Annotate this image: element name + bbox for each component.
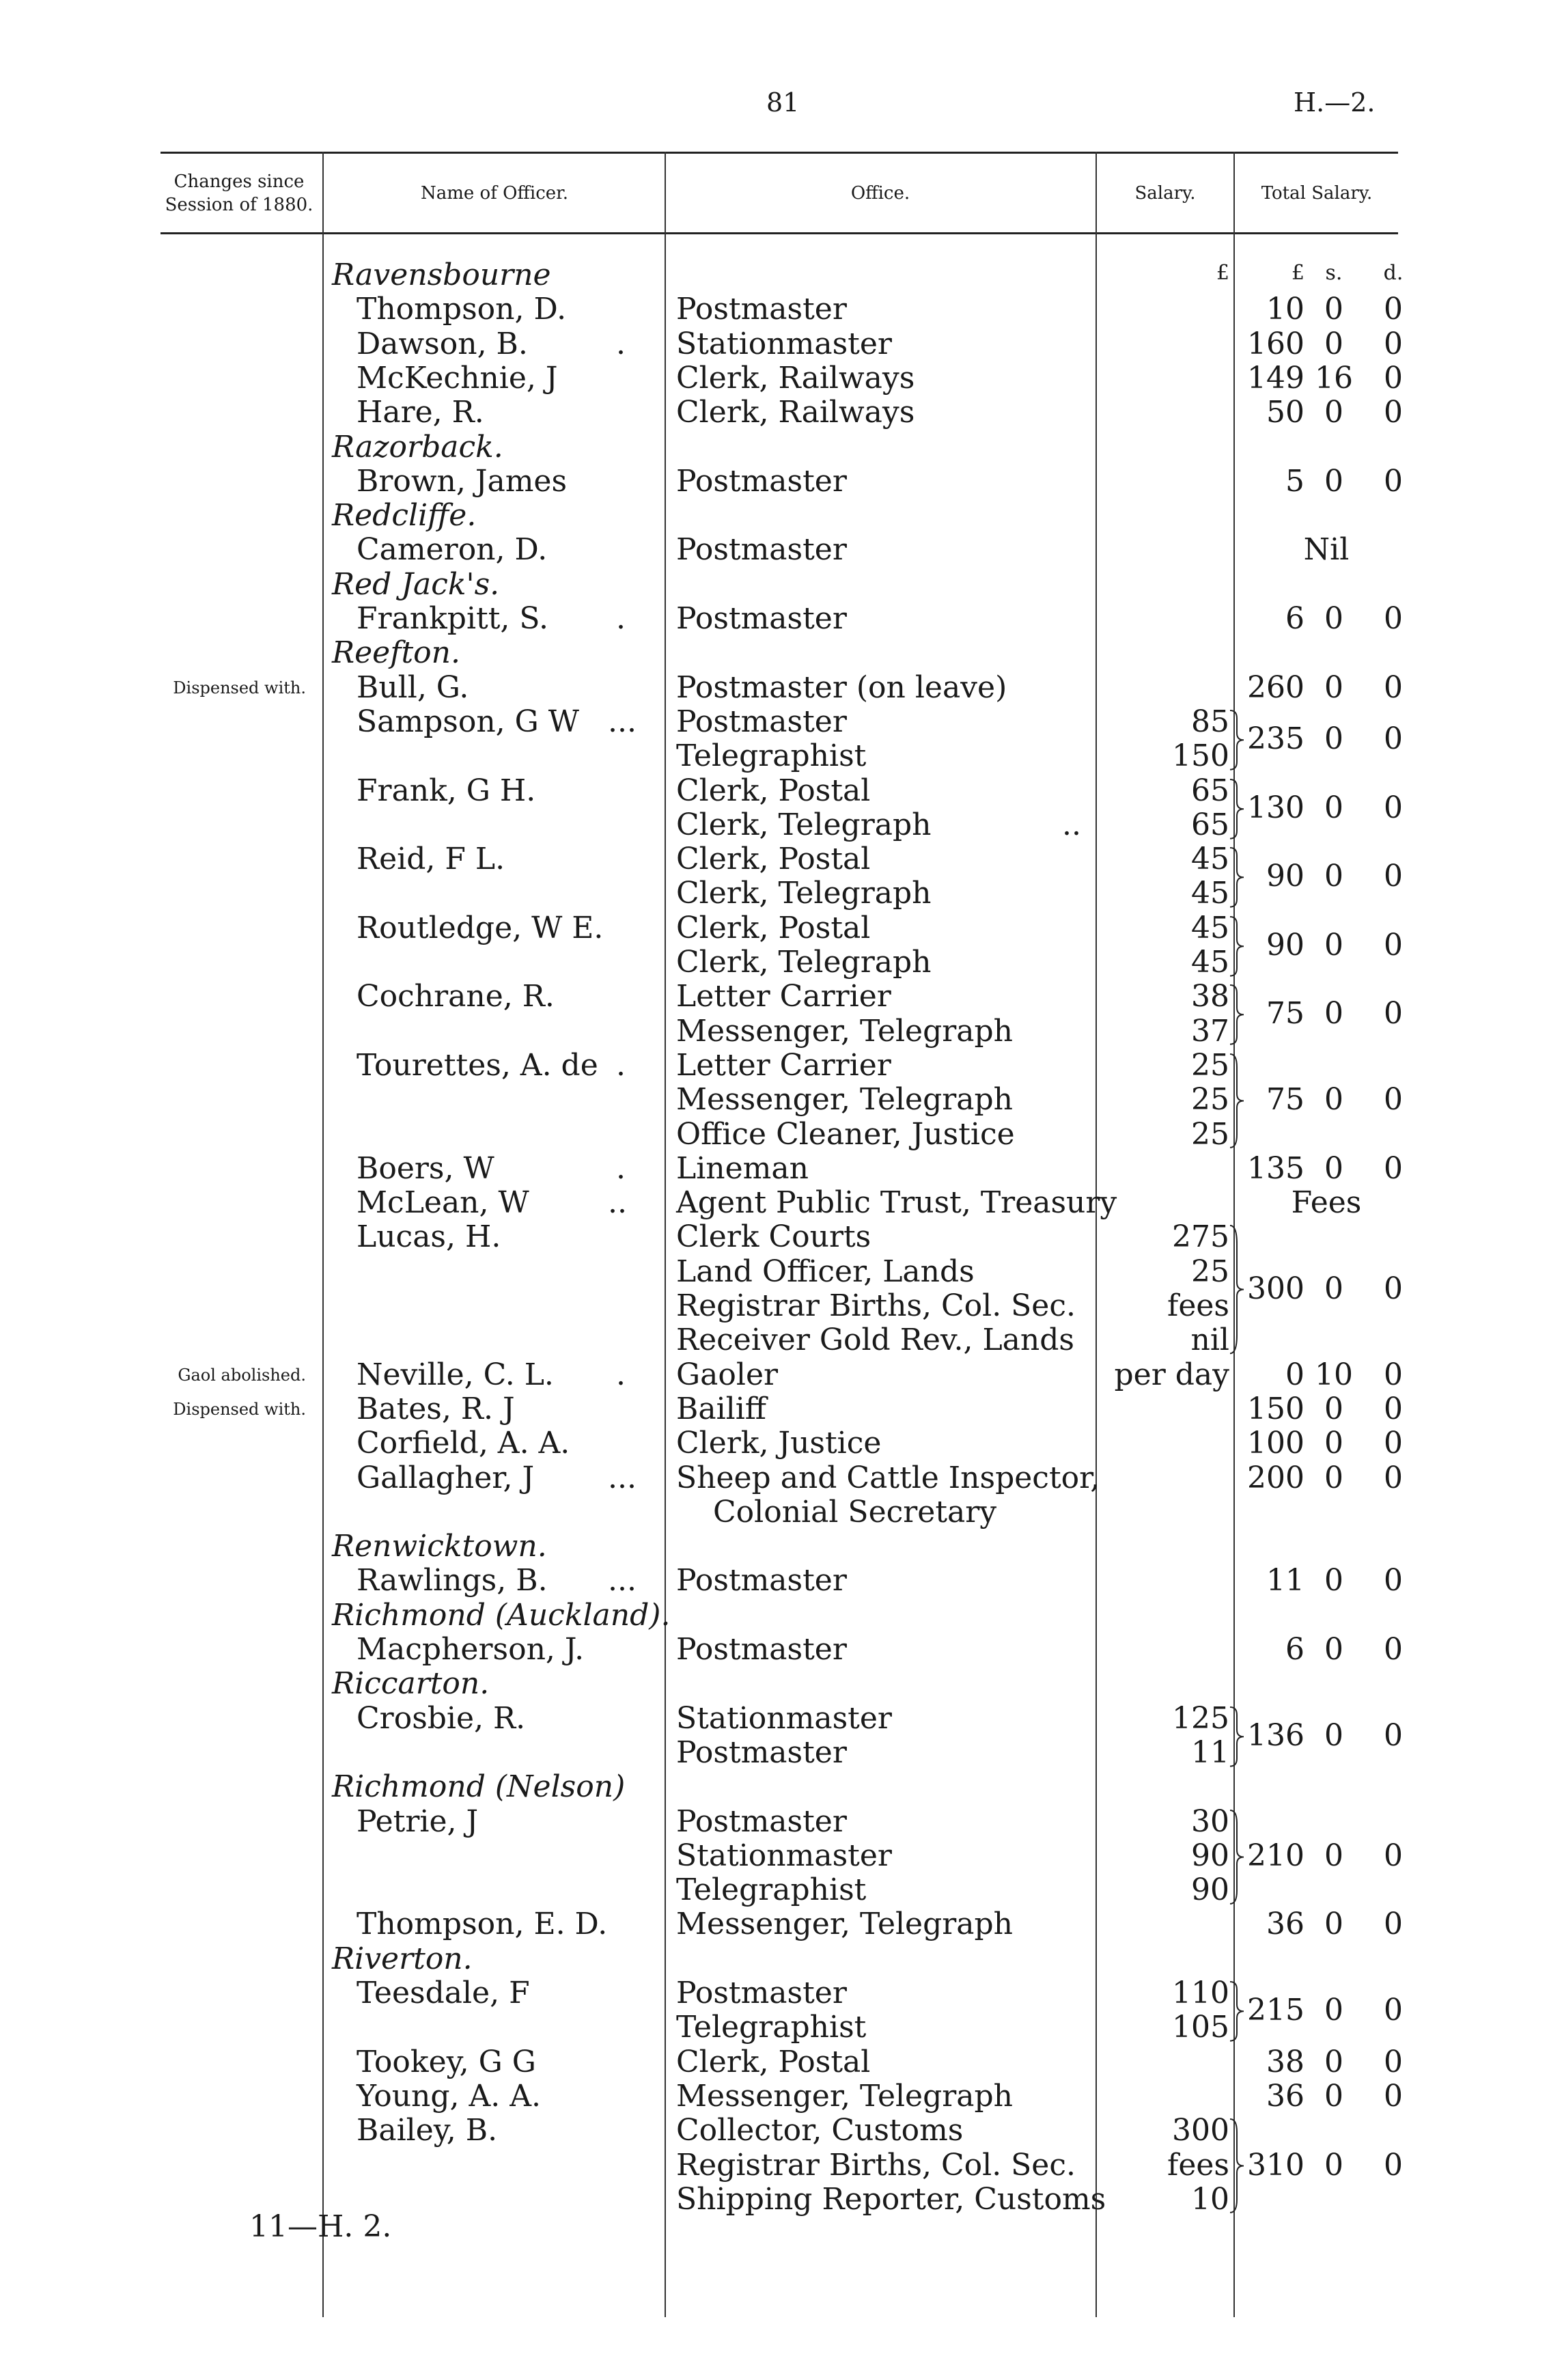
place-name: Riverton. xyxy=(332,1941,473,1976)
officer-name: Bates, R. J xyxy=(357,1391,515,1426)
officer-name: Hare, R. xyxy=(357,395,484,430)
place-heading-row xyxy=(0,1599,1549,1633)
office: Postmaster (on leave) xyxy=(676,669,1007,705)
leader-dots: .. xyxy=(608,1185,627,1221)
place-name: Renwicktown. xyxy=(332,1529,547,1564)
officer-name: Rawlings, B. xyxy=(357,1563,548,1599)
total-pounds: 50 xyxy=(1266,395,1304,430)
total-shillings: 0 xyxy=(1324,292,1343,327)
total-pence: 0 xyxy=(1384,292,1403,327)
salary-value: 105 xyxy=(1172,2010,1229,2045)
office: Land Officer, Lands xyxy=(676,1254,975,1289)
place-heading-row xyxy=(0,1770,1549,1804)
total-pence: 0 xyxy=(1384,1907,1403,1942)
total-pounds: 310 xyxy=(1247,2147,1304,2183)
office: Bailiff xyxy=(676,1391,767,1426)
total-shillings: 0 xyxy=(1324,1082,1343,1118)
total-pounds: 11 xyxy=(1266,1563,1304,1599)
total-pounds: 150 xyxy=(1247,1391,1304,1426)
salary-value: per day xyxy=(1114,1357,1229,1392)
place-heading-row xyxy=(0,1667,1549,1701)
table-row xyxy=(0,1323,1549,1357)
total-pounds: 75 xyxy=(1266,996,1304,1032)
total-shillings: 0 xyxy=(1324,1391,1343,1426)
grouping-brace xyxy=(1226,915,1249,978)
total-shillings: 0 xyxy=(1324,601,1343,636)
salary-value: 25 xyxy=(1191,1254,1229,1289)
shillings-unit: s. xyxy=(1325,261,1343,285)
officer-name: Routledge, W E. xyxy=(357,910,604,945)
office: Clerk, Postal xyxy=(676,842,871,877)
leader-dots: . xyxy=(616,1357,626,1392)
total-pence: 0 xyxy=(1384,601,1403,636)
officer-name: Gallagher, J xyxy=(357,1460,535,1495)
total-pence: 0 xyxy=(1384,1271,1403,1306)
total-shillings: 0 xyxy=(1324,1150,1343,1186)
total-shillings: 0 xyxy=(1324,1717,1343,1753)
salary-value: 125 xyxy=(1172,1700,1229,1736)
total-pence: 0 xyxy=(1384,463,1403,499)
total-pence: 0 xyxy=(1384,1838,1403,1873)
table-row xyxy=(0,671,1549,705)
officer-name: Bull, G. xyxy=(357,669,469,705)
total-pounds: 210 xyxy=(1247,1838,1304,1873)
office: Postmaster xyxy=(676,463,847,499)
office: Stationmaster xyxy=(676,326,892,361)
total-pence: 0 xyxy=(1384,326,1403,361)
leader-dots: . xyxy=(616,326,626,361)
leader-dots: ... xyxy=(608,704,637,739)
table-row xyxy=(0,396,1549,430)
place-name: Riccarton. xyxy=(332,1666,490,1702)
total-pence: 0 xyxy=(1384,1082,1403,1118)
total-text: Nil xyxy=(1303,532,1350,568)
office: Postmaster xyxy=(676,704,847,739)
total-pence: 0 xyxy=(1384,721,1403,756)
place-heading-row xyxy=(0,430,1549,465)
total-pounds: 130 xyxy=(1247,790,1304,825)
total-pence: 0 xyxy=(1384,927,1403,963)
table-row xyxy=(0,1392,1549,1426)
total-pounds: 90 xyxy=(1266,859,1304,894)
salary-value: 110 xyxy=(1172,1976,1229,2010)
salary-value: 25 xyxy=(1191,1116,1229,1152)
office: Collector, Customs xyxy=(676,2113,964,2148)
total-shillings: 0 xyxy=(1324,996,1343,1032)
table-row xyxy=(0,1152,1549,1186)
salary-value: 45 xyxy=(1191,945,1229,980)
salary-unit: £ xyxy=(1216,261,1229,285)
office: Messenger, Telegraph xyxy=(676,1082,1014,1118)
officer-name: Brown, James xyxy=(357,463,568,499)
grouping-brace xyxy=(1226,778,1249,840)
table-row xyxy=(0,533,1549,567)
total-shillings: 0 xyxy=(1324,326,1343,361)
officer-name: Bailey, B. xyxy=(357,2113,498,2148)
place-heading-row xyxy=(0,568,1549,602)
salary-value: 25 xyxy=(1191,1082,1229,1118)
total-pence: 0 xyxy=(1384,1717,1403,1753)
total-pounds: 38 xyxy=(1266,2044,1304,2079)
table-row xyxy=(0,1564,1549,1598)
table-row xyxy=(0,808,1549,842)
officer-name: Thompson, D. xyxy=(357,292,567,327)
total-shillings: 0 xyxy=(1324,2147,1343,2183)
grouping-brace xyxy=(1226,1980,1249,2043)
office: Postmaster xyxy=(676,1803,847,1839)
officer-name: Thompson, E. D. xyxy=(357,1907,608,1942)
grouping-brace xyxy=(1226,1809,1249,1905)
column-header-office: Office. xyxy=(850,183,910,204)
total-shillings: 0 xyxy=(1324,669,1343,705)
table-row xyxy=(0,739,1549,773)
office: Clerk, Justice xyxy=(676,1426,882,1461)
total-pence: 0 xyxy=(1384,1150,1403,1186)
column-header-name: Name of Officer. xyxy=(421,183,568,204)
table-row xyxy=(0,361,1549,396)
table-row xyxy=(0,465,1549,499)
salary-value: 11 xyxy=(1191,1734,1229,1770)
table-row xyxy=(0,1083,1549,1117)
total-pounds: 149 xyxy=(1247,360,1304,396)
officer-name: Cameron, D. xyxy=(357,532,548,568)
table-row xyxy=(0,945,1549,980)
office: Messenger, Telegraph xyxy=(676,1907,1014,1942)
page-footer: 11—H. 2. xyxy=(249,2209,392,2244)
salary-value: nil xyxy=(1190,1323,1229,1358)
total-shillings: 0 xyxy=(1324,1426,1343,1461)
office: Letter Carrier xyxy=(676,979,891,1014)
grouping-brace xyxy=(1226,984,1249,1046)
grouping-brace xyxy=(1226,1224,1249,1355)
total-pounds: 6 xyxy=(1285,601,1304,636)
change-note: Dispensed with. xyxy=(173,1399,306,1419)
total-shillings: 0 xyxy=(1324,395,1343,430)
officer-name: Tookey, G G xyxy=(357,2044,536,2079)
grouping-brace xyxy=(1226,2118,1249,2214)
total-shillings: 0 xyxy=(1324,1907,1343,1942)
total-shillings: 10 xyxy=(1315,1357,1353,1392)
office: Messenger, Telegraph xyxy=(676,2078,1014,2114)
place-name: Richmond (Nelson) xyxy=(332,1769,626,1805)
total-shillings: 0 xyxy=(1324,927,1343,963)
office: Shipping Reporter, Customs xyxy=(676,2181,1106,2217)
total-shillings: 16 xyxy=(1315,360,1353,396)
table-row xyxy=(0,1461,1549,1495)
table-row xyxy=(0,1289,1549,1323)
officer-name: McKechnie, J xyxy=(357,360,558,396)
total-pence: 0 xyxy=(1384,996,1403,1032)
office: Registrar Births, Col. Sec. xyxy=(676,2147,1076,2183)
place-name: Richmond (Auckland). xyxy=(332,1597,671,1633)
office: Postmaster xyxy=(676,1563,847,1599)
office: Postmaster xyxy=(676,532,847,568)
office: Clerk, Railways xyxy=(676,360,915,396)
pence-unit: d. xyxy=(1383,261,1404,285)
total-pence: 0 xyxy=(1384,360,1403,396)
total-pence: 0 xyxy=(1384,1460,1403,1495)
table-row xyxy=(0,1907,1549,1941)
leader-dots: .. xyxy=(1062,807,1081,842)
officer-name: Cochrane, R. xyxy=(357,979,555,1014)
officer-name: Neville, C. L. xyxy=(357,1357,554,1392)
table-row xyxy=(0,2079,1549,2114)
grouping-brace xyxy=(1226,1053,1249,1149)
total-pence: 0 xyxy=(1384,790,1403,825)
table-row xyxy=(0,1839,1549,1873)
office: Stationmaster xyxy=(676,1838,892,1873)
total-shillings: 0 xyxy=(1324,1563,1343,1599)
salary-value: 275 xyxy=(1172,1219,1229,1255)
total-pounds: 0 xyxy=(1285,1357,1304,1392)
office: Telegraphist xyxy=(676,738,867,774)
total-pounds: 215 xyxy=(1247,1993,1304,2028)
salary-value: 37 xyxy=(1191,1013,1229,1049)
salary-value: 65 xyxy=(1191,807,1229,842)
officer-name: Young, A. A. xyxy=(357,2078,542,2114)
officer-name: Boers, W xyxy=(357,1150,494,1186)
grouping-brace xyxy=(1226,846,1249,909)
table-row xyxy=(0,1118,1549,1152)
salary-value: 300 xyxy=(1172,2113,1229,2148)
table-row xyxy=(0,2045,1549,2079)
table-row xyxy=(0,1873,1549,1907)
total-pounds: 75 xyxy=(1266,1082,1304,1118)
leader-dots: . xyxy=(616,601,626,636)
leader-dots: ... xyxy=(608,1460,637,1495)
officer-name: Crosbie, R. xyxy=(357,1700,526,1736)
table-row xyxy=(0,1805,1549,1839)
office: Postmaster xyxy=(676,292,847,327)
place-heading-row xyxy=(0,636,1549,670)
total-pounds: 200 xyxy=(1247,1460,1304,1495)
salary-value: 150 xyxy=(1172,738,1229,774)
column-header-salary: Salary. xyxy=(1134,183,1196,204)
office: Telegraphist xyxy=(676,2010,867,2045)
total-pounds: 36 xyxy=(1266,1907,1304,1942)
salary-value: 90 xyxy=(1191,1838,1229,1873)
officer-name: Frank, G H. xyxy=(357,773,536,808)
salary-value: fees xyxy=(1167,1288,1229,1323)
office: Office Cleaner, Justice xyxy=(676,1116,1015,1152)
office: Clerk, Railways xyxy=(676,395,915,430)
table-row xyxy=(0,1358,1549,1392)
document-reference: H.—2. xyxy=(1294,87,1376,117)
change-note: Gaol abolished. xyxy=(178,1365,306,1385)
office: Postmaster xyxy=(676,601,847,636)
total-pounds: 136 xyxy=(1247,1717,1304,1753)
office: Clerk Courts xyxy=(676,1219,871,1255)
column-header-changes: Changes since Session of 1880. xyxy=(165,171,313,215)
salary-value: 30 xyxy=(1191,1803,1229,1839)
salary-value: fees xyxy=(1167,2147,1229,2183)
office: Registrar Births, Col. Sec. xyxy=(676,1288,1076,1323)
office: Clerk, Postal xyxy=(676,773,871,808)
table-row xyxy=(0,1426,1549,1461)
table-row xyxy=(0,1736,1549,1770)
office: Clerk, Telegraph xyxy=(676,807,932,842)
office: Messenger, Telegraph xyxy=(676,1013,1014,1049)
total-pounds: 6 xyxy=(1285,1632,1304,1667)
officer-name: Teesdale, F xyxy=(357,1976,530,2010)
place-name: Reefton. xyxy=(332,635,460,671)
salary-value: 85 xyxy=(1191,704,1229,739)
total-pence: 0 xyxy=(1384,2078,1403,2114)
table-row xyxy=(0,602,1549,636)
total-shillings: 0 xyxy=(1324,1271,1343,1306)
total-pence: 0 xyxy=(1384,1632,1403,1667)
office: Gaoler xyxy=(676,1357,779,1392)
office: Telegraphist xyxy=(676,1872,867,1908)
place-heading-row xyxy=(0,499,1549,533)
total-pounds: 36 xyxy=(1266,2078,1304,2114)
table-row xyxy=(0,292,1549,327)
total-pounds: 160 xyxy=(1247,326,1304,361)
leader-dots: . xyxy=(616,1047,626,1083)
salary-value: 10 xyxy=(1191,2181,1229,2217)
leader-dots: . xyxy=(616,1150,626,1186)
officer-name: Tourettes, A. de xyxy=(357,1047,598,1083)
total-pence: 0 xyxy=(1384,669,1403,705)
total-pence: 0 xyxy=(1384,2044,1403,2079)
total-pence: 0 xyxy=(1384,859,1403,894)
officer-name: Lucas, H. xyxy=(357,1219,501,1255)
office: Postmaster xyxy=(676,1734,847,1770)
office: Lineman xyxy=(676,1150,809,1186)
total-pounds: 10 xyxy=(1266,292,1304,327)
table-row xyxy=(0,2114,1549,2148)
total-pounds: 5 xyxy=(1285,463,1304,499)
office: Clerk, Telegraph xyxy=(676,876,932,911)
office: Clerk, Postal xyxy=(676,910,871,945)
table-row xyxy=(0,327,1549,361)
total-shillings: 0 xyxy=(1324,2078,1343,2114)
total-pence: 0 xyxy=(1384,1426,1403,1461)
total-shillings: 0 xyxy=(1324,1838,1343,1873)
office: Postmaster xyxy=(676,1976,847,2010)
place-heading-row xyxy=(0,1942,1549,1976)
table-row xyxy=(0,1220,1549,1254)
total-shillings: 0 xyxy=(1324,859,1343,894)
table-row xyxy=(0,2010,1549,2045)
total-pence: 0 xyxy=(1384,1357,1403,1392)
place-name: Red Jack's. xyxy=(332,566,500,602)
total-pounds: 90 xyxy=(1266,927,1304,963)
change-note: Dispensed with. xyxy=(173,678,306,697)
table-row xyxy=(0,1186,1549,1220)
salary-value: 45 xyxy=(1191,876,1229,911)
office: Agent Public Trust, Treasury xyxy=(676,1185,1117,1221)
grouping-brace xyxy=(1226,1706,1249,1768)
table-row xyxy=(0,1049,1549,1083)
office: Postmaster xyxy=(676,1632,847,1667)
office: Clerk, Telegraph xyxy=(676,945,932,980)
total-pence: 0 xyxy=(1384,395,1403,430)
office: Colonial Secretary xyxy=(713,1494,997,1530)
officer-name: Reid, F L. xyxy=(357,842,505,877)
total-pounds: 235 xyxy=(1247,721,1304,756)
place-heading-row xyxy=(0,1530,1549,1564)
officer-name: Frankpitt, S. xyxy=(357,601,548,636)
total-pence: 0 xyxy=(1384,2147,1403,2183)
salary-value: 25 xyxy=(1191,1047,1229,1083)
officer-name: McLean, W xyxy=(357,1185,529,1221)
page-number: 81 xyxy=(766,87,800,117)
place-name: Razorback. xyxy=(332,429,503,465)
total-shillings: 0 xyxy=(1324,1460,1343,1495)
table-row xyxy=(0,1014,1549,1049)
total-pence: 0 xyxy=(1384,1563,1403,1599)
officer-name: Macpherson, J. xyxy=(357,1632,585,1667)
pounds-unit: £ xyxy=(1291,261,1304,285)
officer-name: Corfield, A. A. xyxy=(357,1426,570,1461)
place-name: Ravensbourne xyxy=(332,258,551,292)
place-heading-row xyxy=(0,258,1549,292)
total-pounds: 300 xyxy=(1247,1271,1304,1306)
office: Letter Carrier xyxy=(676,1047,891,1083)
total-shillings: 0 xyxy=(1324,1993,1343,2028)
leader-dots: ... xyxy=(608,1563,637,1599)
office: Receiver Gold Rev., Lands xyxy=(676,1323,1074,1358)
total-shillings: 0 xyxy=(1324,1632,1343,1667)
total-shillings: 0 xyxy=(1324,790,1343,825)
officer-name: Sampson, G W xyxy=(357,704,580,739)
total-shillings: 0 xyxy=(1324,721,1343,756)
table-row xyxy=(0,1495,1549,1530)
total-pounds: 100 xyxy=(1247,1426,1304,1461)
total-pence: 0 xyxy=(1384,1391,1403,1426)
salary-value: 45 xyxy=(1191,842,1229,877)
table-row xyxy=(0,876,1549,911)
officer-name: Dawson, B. xyxy=(357,326,528,361)
total-text: Fees xyxy=(1291,1185,1362,1221)
office: Clerk, Postal xyxy=(676,2044,871,2079)
officer-name: Petrie, J xyxy=(357,1803,479,1839)
salary-value: 38 xyxy=(1191,979,1229,1014)
column-header-total: Total Salary. xyxy=(1261,183,1373,204)
total-shillings: 0 xyxy=(1324,2044,1343,2079)
salary-value: 90 xyxy=(1191,1872,1229,1908)
total-pounds: 260 xyxy=(1247,669,1304,705)
total-shillings: 0 xyxy=(1324,463,1343,499)
office: Sheep and Cattle Inspector, xyxy=(676,1460,1100,1495)
table-row xyxy=(0,1633,1549,1667)
total-pounds: 135 xyxy=(1247,1150,1304,1186)
table-row xyxy=(0,2183,1549,2217)
place-name: Redcliffe. xyxy=(332,498,477,534)
office: Stationmaster xyxy=(676,1700,892,1736)
salary-value: 65 xyxy=(1191,773,1229,808)
salary-value: 45 xyxy=(1191,910,1229,945)
grouping-brace xyxy=(1226,709,1249,771)
table-row xyxy=(0,2148,1549,2183)
total-pence: 0 xyxy=(1384,1993,1403,2028)
